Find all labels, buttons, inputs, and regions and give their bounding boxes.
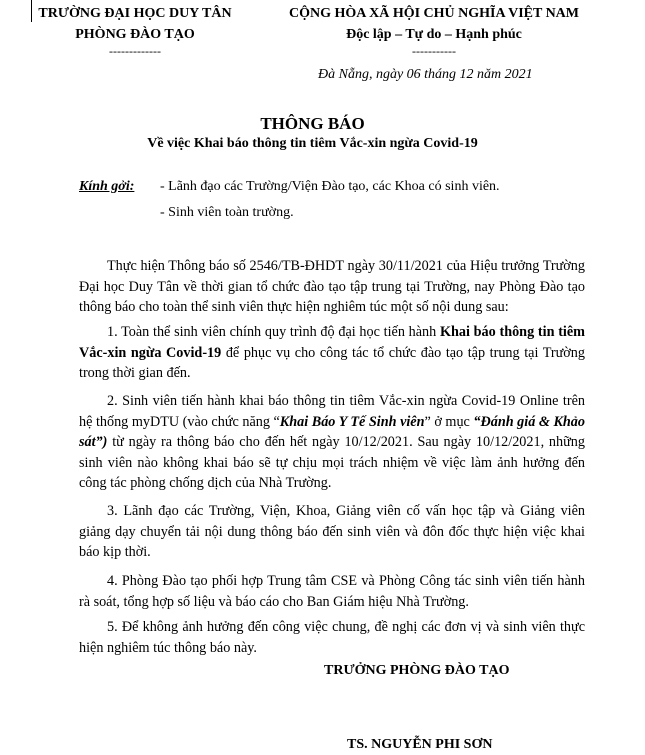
nation-dashes: ----------- [412,44,456,58]
nation-title: CỘNG HÒA XÃ HỘI CHỦ NGHĨA VIỆT NAM [288,6,579,21]
item-1 [79,322,585,384]
item-2 [79,391,585,494]
recipient-line-2: - Sinh viên toàn trường. [160,205,294,220]
signer-name: TS. NGUYỄN PHI SƠN [347,737,493,752]
org-name: TRƯỜNG ĐẠI HỌC DUY TÂN [38,6,232,21]
item-1-bold: Khai báo thông tin tiêm Vắc-xin ngừa Covid-19 [79,324,585,361]
item-4: 4. Phòng Đào tạo phối hợp Trung tâm CSE và Phòng Công tác sinh viên tiến hành rà soát, tổng hợp số liệu và báo cáo cho Ban Giám hiệu Nhà Trường. [79,573,585,610]
signature-title: TRƯỞNG PHÒNG ĐÀO TẠO [324,663,510,678]
org-dashes: ------------- [109,44,161,58]
item-2-function-name: Khai Báo Y Tế Sinh viên [279,413,425,430]
item-3: 3. Lãnh đạo các Trường, Viện, Khoa, Giảng viên cố vấn học tập và Giảng viên giảng dạy chuyển tải nội dung thông báo đến sinh viên và đôn đốc thực hiện việc khai báo kịp thời. [79,503,585,560]
document-subject: Về việc Khai báo thông tin tiêm Vắc-xin ngừa Covid-19 [147,136,478,151]
intro-paragraph: Thực hiện Thông báo số 2546/TB-ĐHDT ngày 30/11/2021 của Hiệu trưởng Trường Đại học Duy Tân về thời gian tổ chức đào tạo tập trung tại Trường, nay Phòng Đào tạo thông báo cho toàn thể sinh viên thực hiện nghiêm túc một số nội dung sau: [79,258,585,315]
recipients-label: Kính gởi: [79,179,135,194]
department-name: PHÒNG ĐÀO TẠO [75,27,195,42]
date-line: Đà Nẵng, ngày 06 tháng 12 năm 2021 [318,67,533,82]
recipient-line-1: - Lãnh đạo các Trường/Viện Đào tạo, các Khoa có sinh viên. [160,179,500,194]
item-2-text-b: ” ở mục [424,413,474,430]
nation-motto: Độc lập – Tự do – Hạnh phúc [346,27,522,42]
item-5: 5. Để không ảnh hưởng đến công việc chung, đề nghị các đơn vị và sinh viên thực hiện nghiêm túc thông báo này. [79,619,585,656]
item-1-text-a: 1. Toàn thể sinh viên chính quy trình độ đại học tiến hành [107,324,440,340]
item-2-section-name: “Đánh giá & Khảo sát”) [79,413,585,450]
item-1-text-b: để phục vụ cho công tác tổ chức đào tạo tập trung tại Trường trong thời gian đến. [79,344,585,381]
item-2-text-c: từ ngày ra thông báo cho đến hết ngày 10/12/2021. Sau ngày 10/12/2021, những sinh viên nào không khai báo sẽ tự chịu mọi trách nhiệm về việc làm ảnh hưởng đến công tác phòng chống dịch của Nhà Trường. [79,434,585,491]
item-2-text-a: 2. Sinh viên tiến hành khai báo thông tin tiêm Vắc-xin ngừa Covid-19 Online trên hệ thống myDTU (vào chức năng “ [79,393,585,430]
document-title: THÔNG BÁO [260,114,365,133]
